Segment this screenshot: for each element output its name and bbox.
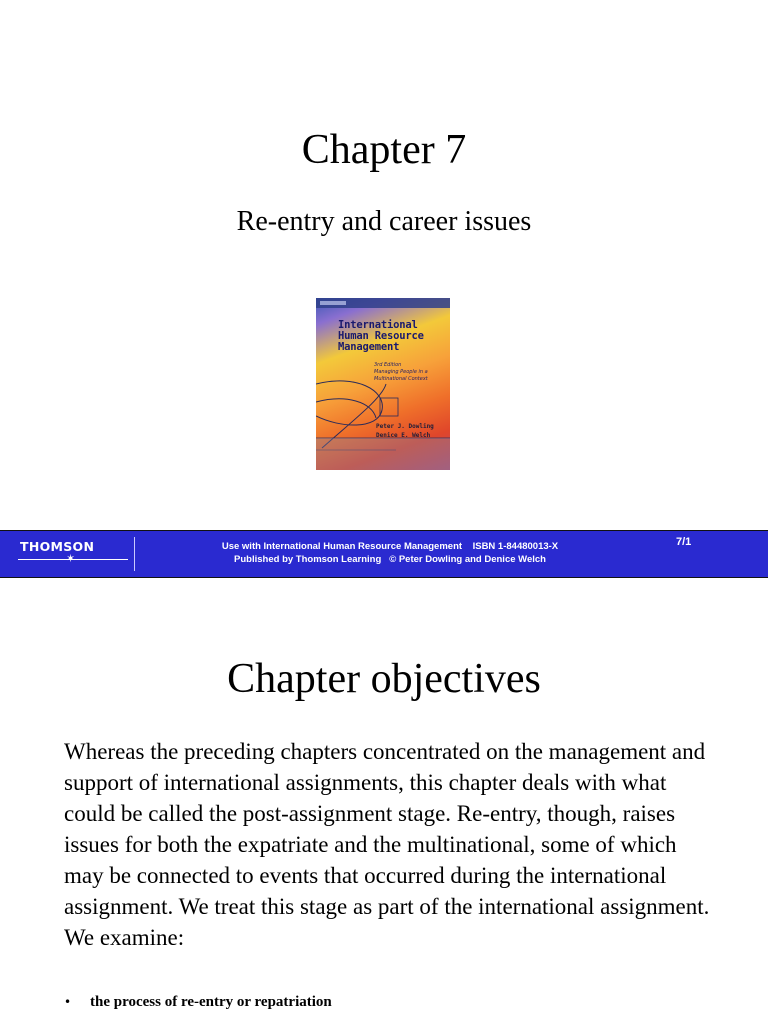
book-subtitle-line-1: Managing People in a — [374, 369, 428, 375]
bullet-icon: • — [64, 995, 72, 1009]
book-author-2: Denice E. Welch — [376, 432, 431, 439]
book-title-line-3: Management — [338, 341, 400, 353]
slide-2 — [0, 580, 768, 1024]
footer-book-info: Use with International Human Resource Management ISBN 1-84480013-X — [221, 541, 559, 552]
footer-publisher-info: Published by Thomson Learning © Peter Dowling and Denice Welch — [234, 554, 546, 565]
footer-bar — [0, 530, 768, 578]
book-title — [338, 320, 446, 353]
book-authors — [376, 422, 448, 440]
book-title-line-1: International — [338, 319, 418, 331]
book-subtitle-line-2: Multinational Context — [374, 376, 428, 382]
objectives-paragraph: Whereas the preceding chapters concentrated on the management and support of international assignments, this chapter deals with what could be called the post-assignment stage. Re-entry, though, raises issues for both the expatriate and the multinational, some of which may be connected to events that occurred during the international assignment. We treat this stage as part of the international assignment. We examine: — [64, 739, 710, 950]
star-icon: ✶ — [66, 552, 76, 565]
book-edition: 3rd Edition — [374, 362, 402, 368]
objectives-list — [64, 990, 714, 1014]
logo-text: THOMSON — [20, 539, 95, 554]
chapter-title: Chapter 7 — [301, 127, 467, 173]
objectives-title: Chapter objectives — [227, 656, 541, 702]
chapter-subtitle: Re-entry and career issues — [236, 206, 532, 237]
list-item — [64, 990, 714, 1014]
book-cover-image — [316, 298, 450, 470]
slide-number: 7/1 — [676, 536, 692, 548]
book-title-line-2: Human Resource — [338, 330, 424, 342]
thomson-logo — [18, 539, 134, 569]
book-subtitle — [374, 362, 448, 383]
footer-divider — [134, 537, 135, 571]
list-item-text: the process of re-entry or repatriation — [90, 994, 332, 1010]
book-author-1: Peter J. Dowling — [376, 423, 434, 430]
